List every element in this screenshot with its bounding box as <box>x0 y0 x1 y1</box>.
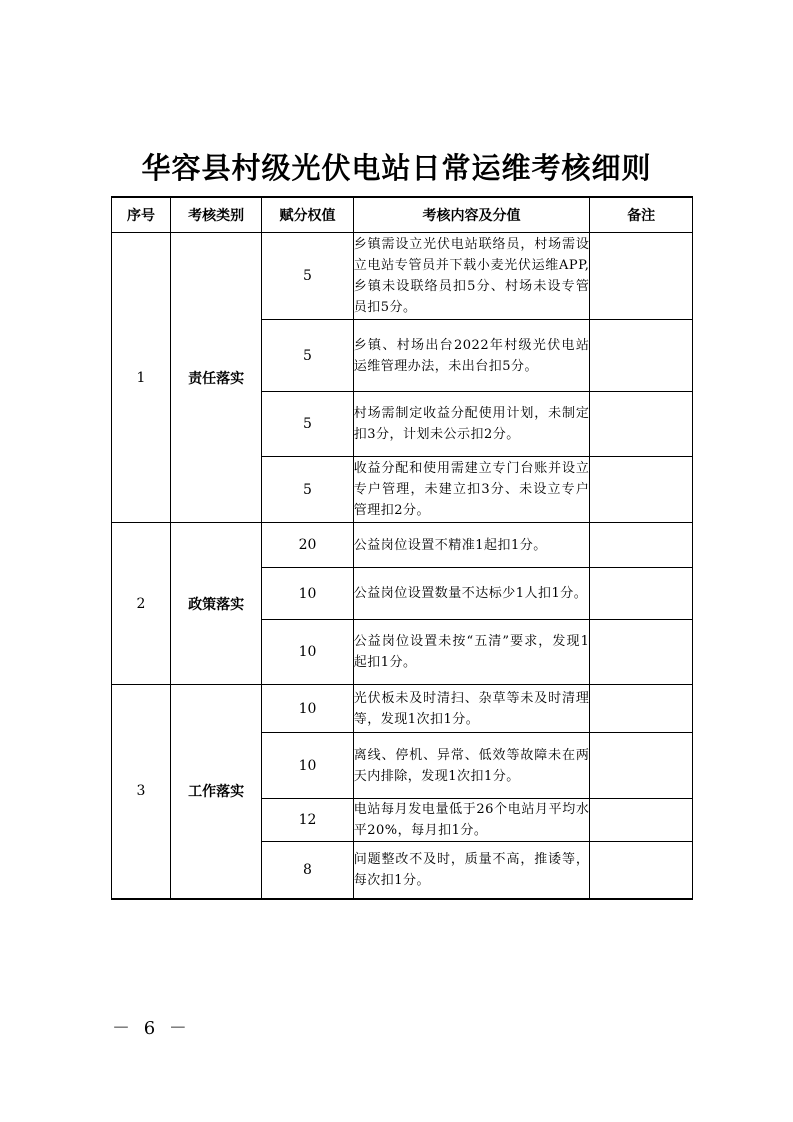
content-cell: 公益岗位设置未按“五清”要求，发现1起扣1分。 <box>353 620 590 685</box>
header-seq: 序号 <box>112 197 171 233</box>
note-cell <box>590 568 693 620</box>
table-row <box>112 685 693 733</box>
page-number: － 6 － <box>112 1018 191 1039</box>
seq-cell: 2 <box>112 523 171 685</box>
content-cell: 村场需制定收益分配使用计划，未制定扣3分，计划未公示扣2分。 <box>353 392 590 457</box>
category-cell: 工作落实 <box>170 685 261 899</box>
note-cell <box>590 733 693 799</box>
content-cell: 离线、停机、异常、低效等故障未在两天内排除，发现1次扣1分。 <box>353 733 590 799</box>
table-row <box>112 233 693 320</box>
note-cell <box>590 233 693 320</box>
content-cell: 公益岗位设置不精准1起扣1分。 <box>353 523 590 568</box>
note-cell <box>590 685 693 733</box>
header-note: 备注 <box>590 197 693 233</box>
page-title: 华容县村级光伏电站日常运维考核细则 <box>141 151 652 185</box>
score-cell: 10 <box>262 620 353 685</box>
score-cell: 20 <box>262 523 353 568</box>
note-cell <box>590 457 693 523</box>
header-score: 赋分权值 <box>262 197 353 233</box>
table-header-row <box>112 197 693 233</box>
content-cell: 乡镇需设立光伏电站联络员，村场需设立电站专管员并下载小麦光伏运维APP,乡镇未设联络员扣5分、村场未设专管员扣5分。 <box>353 233 590 320</box>
category-cell: 政策落实 <box>170 523 261 685</box>
note-cell <box>590 320 693 392</box>
score-cell: 5 <box>262 457 353 523</box>
score-cell: 10 <box>262 685 353 733</box>
score-cell: 8 <box>262 842 353 899</box>
note-cell <box>590 620 693 685</box>
table-row <box>112 523 693 568</box>
content-cell: 公益岗位设置数量不达标少1人扣1分。 <box>353 568 590 620</box>
content-cell: 问题整改不及时，质量不高，推诿等，每次扣1分。 <box>353 842 590 899</box>
content-cell: 乡镇、村场出台2022年村级光伏电站运维管理办法，未出台扣5分。 <box>353 320 590 392</box>
score-cell: 12 <box>262 799 353 842</box>
content-cell: 电站每月发电量低于26个电站月平均水平20%，每月扣1分。 <box>353 799 590 842</box>
score-cell: 5 <box>262 392 353 457</box>
assessment-table <box>111 196 693 900</box>
score-cell: 5 <box>262 233 353 320</box>
note-cell <box>590 392 693 457</box>
note-cell <box>590 523 693 568</box>
seq-cell: 1 <box>112 233 171 523</box>
category-cell: 责任落实 <box>170 233 261 523</box>
score-cell: 10 <box>262 733 353 799</box>
note-cell <box>590 799 693 842</box>
score-cell: 10 <box>262 568 353 620</box>
header-category: 考核类别 <box>170 197 261 233</box>
score-cell: 5 <box>262 320 353 392</box>
content-cell: 光伏板未及时清扫、杂草等未及时清理等，发现1次扣1分。 <box>353 685 590 733</box>
seq-cell: 3 <box>112 685 171 899</box>
note-cell <box>590 842 693 899</box>
content-cell: 收益分配和使用需建立专门台账并设立专户管理，未建立扣3分、未设立专户管理扣2分。 <box>353 457 590 523</box>
header-content: 考核内容及分值 <box>353 197 590 233</box>
